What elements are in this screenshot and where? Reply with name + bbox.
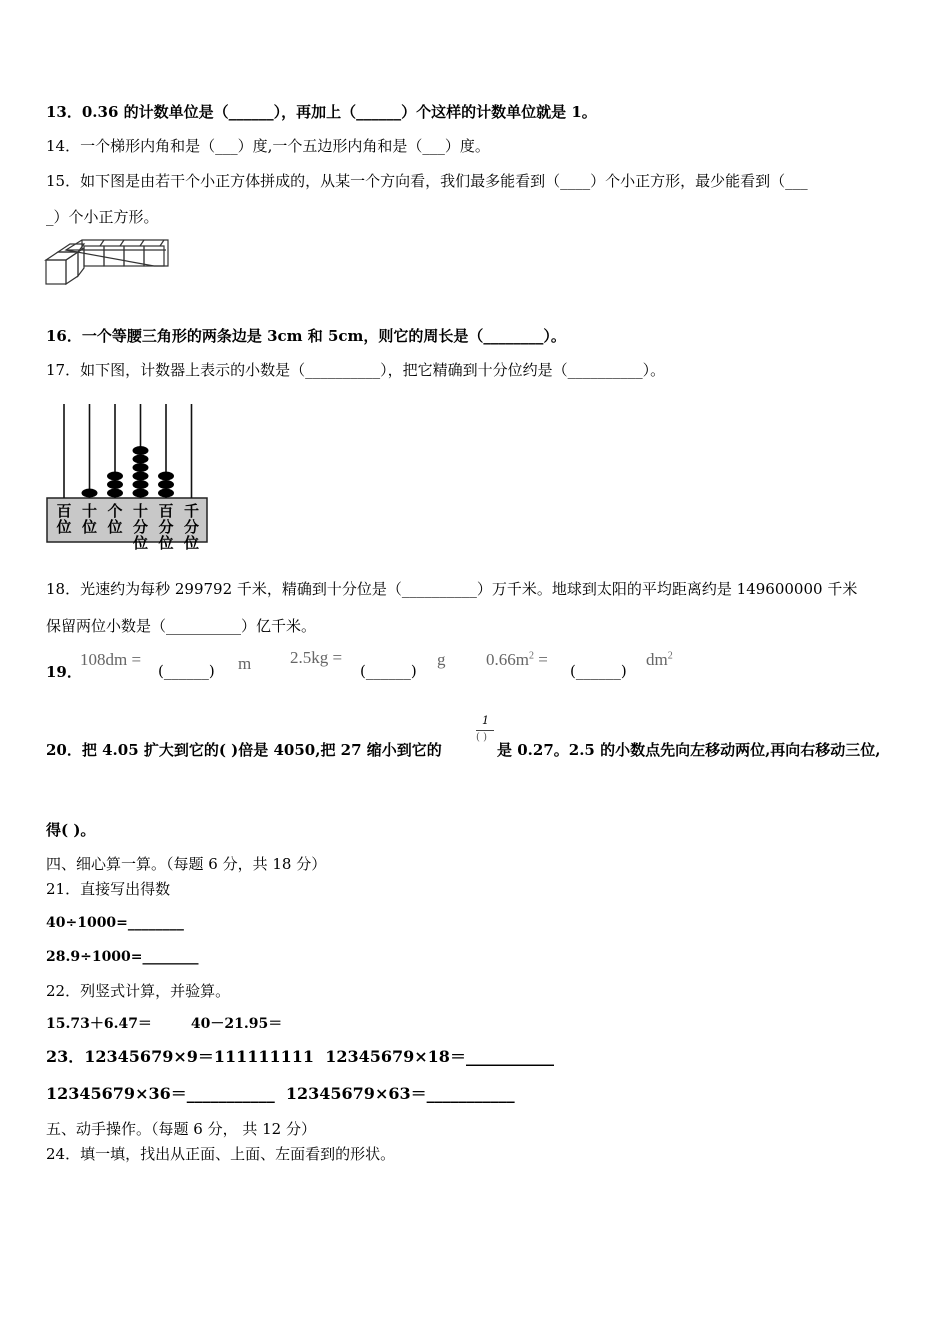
abacus-bead bbox=[107, 480, 123, 489]
abacus-bead bbox=[158, 480, 174, 489]
abacus-bead bbox=[133, 472, 149, 481]
q19-expr-3-eq: = bbox=[533, 650, 548, 669]
abacus-bead bbox=[133, 455, 149, 464]
question-22-equations: 15.73＋6.47＝ 40－21.95＝ bbox=[46, 1016, 283, 1032]
question-20-part2: 是 0.27。2.5 的小数点先向左移动两位,再向右移动三位, bbox=[497, 741, 881, 759]
abacus-bead bbox=[107, 472, 123, 481]
abacus-label: 分 bbox=[158, 518, 174, 536]
q20-fraction-denominator: ( ) bbox=[476, 732, 487, 743]
q19-unit-3 bbox=[646, 650, 673, 670]
abacus-bead bbox=[133, 480, 149, 489]
question-13: 13．0.36 的计数单位是（______），再加上（______）个这样的计数单位就是 1。 bbox=[46, 103, 597, 121]
abacus-bead bbox=[133, 463, 149, 472]
q19-blank-3: (______) bbox=[570, 662, 627, 680]
question-22: 22．列竖式计算，并验算。 bbox=[46, 982, 231, 1000]
abacus-bead bbox=[107, 489, 123, 498]
question-18-line2: 保留两位小数是（__________）亿千米。 bbox=[46, 617, 317, 635]
question-16: 16．一个等腰三角形的两条边是 3cm 和 5cm，则它的周长是（________）。 bbox=[46, 327, 566, 345]
q19-expr-3-sup: 2 bbox=[528, 650, 534, 662]
abacus-label: 千 bbox=[183, 502, 200, 520]
q19-blank-2: (______) bbox=[360, 662, 417, 680]
section-5-title: 五、动手操作。（每题 6 分， 共 12 分） bbox=[46, 1120, 316, 1138]
abacus-label: 分 bbox=[183, 518, 200, 536]
abacus-bead bbox=[133, 489, 149, 498]
question-21-item-1: 40÷1000=________ bbox=[46, 915, 184, 931]
abacus-label: 位 bbox=[183, 534, 200, 552]
q19-unit-1: m bbox=[238, 654, 252, 673]
q19-expr-3-base: 0.66m bbox=[486, 650, 529, 669]
q19-expr-2: 2.5kg = bbox=[290, 648, 343, 667]
question-23-line1: 23．12345679×9＝111111111 12345679×18＝___________ bbox=[46, 1047, 554, 1066]
q20-fraction-numerator: 1 bbox=[482, 714, 489, 727]
q19-unit-3-sup: 2 bbox=[667, 650, 673, 662]
abacus-bead bbox=[133, 446, 149, 455]
question-21: 21．直接写出得数 bbox=[46, 880, 171, 898]
abacus-label: 位 bbox=[158, 534, 174, 552]
q20-fraction-bar bbox=[476, 730, 494, 731]
question-15-line2: _）个小正方形。 bbox=[46, 208, 159, 226]
abacus-label: 位 bbox=[107, 518, 123, 536]
abacus-label: 十 bbox=[132, 502, 149, 520]
abacus-bead bbox=[158, 489, 174, 498]
abacus-label: 位 bbox=[81, 518, 98, 536]
question-20-part3: 得( )。 bbox=[46, 821, 96, 839]
abacus-label: 十 bbox=[81, 502, 98, 520]
question-14: 14．一个梯形内角和是（___）度,一个五边形内角和是（___）度。 bbox=[46, 137, 490, 155]
abacus-label: 百 bbox=[56, 502, 72, 520]
question-19-number: 19． bbox=[46, 663, 82, 681]
section-4-title: 四、细心算一算。（每题 6 分，共 18 分） bbox=[46, 855, 327, 873]
abacus-bead bbox=[158, 472, 174, 481]
question-21-item-2: 28.9÷1000=________ bbox=[46, 949, 199, 965]
q19-blank-1: (______) bbox=[158, 662, 215, 680]
question-18-line1: 18．光速约为每秒 299792 千米，精确到十分位是（__________）万千米。地球到太阳的平均距离约是 149600000 千米 bbox=[46, 580, 858, 598]
abacus-label: 位 bbox=[132, 534, 149, 552]
question-17: 17．如下图，计数器上表示的小数是（__________），把它精确到十分位约是（__________）。 bbox=[46, 361, 666, 379]
q19-unit-3-base: dm bbox=[646, 650, 668, 669]
abacus-label: 分 bbox=[132, 518, 149, 536]
abacus bbox=[44, 402, 210, 558]
question-20-part1: 20．把 4.05 扩大到它的( )倍是 4050,把 27 缩小到它的 bbox=[46, 741, 442, 759]
abacus-label: 位 bbox=[56, 518, 72, 536]
abacus-label: 个 bbox=[107, 502, 123, 520]
q19-expr-1: 108dm = bbox=[80, 650, 142, 669]
cube-figure bbox=[44, 238, 170, 288]
abacus-bead bbox=[82, 489, 98, 498]
question-24: 24．填一填，找出从正面、上面、左面看到的形状。 bbox=[46, 1145, 396, 1163]
q19-unit-2: g bbox=[437, 650, 446, 669]
abacus-label: 百 bbox=[158, 502, 174, 520]
question-23-line2: 12345679×36＝___________ 12345679×63＝___________ bbox=[46, 1084, 515, 1103]
question-15-line1: 15．如下图是由若干个小正方体拼成的，从某一个方向看，我们最多能看到（____）个小正方形，最少能看到（___ bbox=[46, 172, 808, 190]
q19-expr-3 bbox=[486, 650, 548, 670]
